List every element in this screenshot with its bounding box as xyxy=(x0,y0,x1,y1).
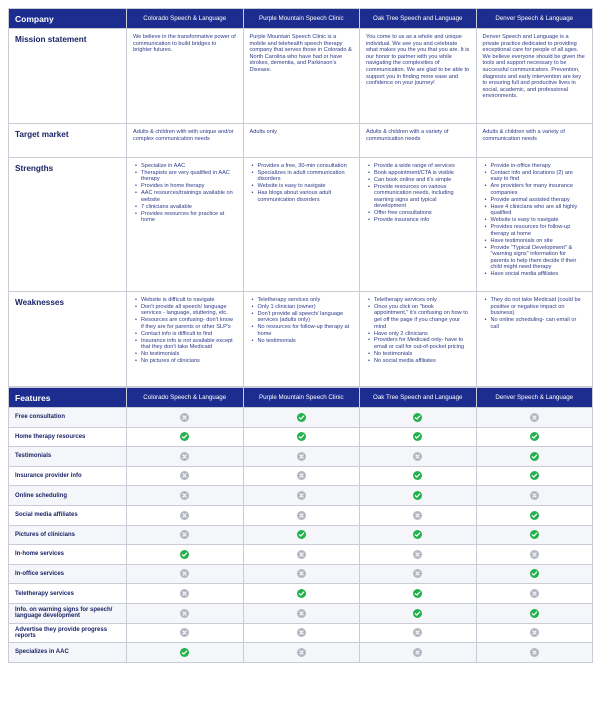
feature-mark-cell xyxy=(127,525,244,545)
feature-mark-cell xyxy=(127,545,244,565)
x-icon xyxy=(530,589,539,598)
x-icon xyxy=(413,648,422,657)
bullet-item: • Provide animal assisted therapy xyxy=(483,197,587,204)
bullet-item: • Specialize in AAC xyxy=(133,163,237,170)
x-icon xyxy=(413,550,422,559)
feature-mark-cell xyxy=(476,603,593,623)
weaknesses-cell xyxy=(360,292,477,387)
check-icon xyxy=(297,432,306,441)
strengths-cell xyxy=(476,158,593,292)
feature-row xyxy=(9,427,593,447)
company-header-denver: Denver Speech & Language xyxy=(476,9,593,29)
feature-label: In-home services xyxy=(9,545,127,565)
target-market-cell: Adults & children with a variety of communication needs xyxy=(360,124,477,158)
weaknesses-cell xyxy=(243,292,360,387)
strengths-list xyxy=(250,163,354,203)
bullet-item: • Once you click on "book appointment," it's confusing on how to get off the page if you change your mind xyxy=(366,304,470,330)
strengths-label: Strengths xyxy=(9,158,127,292)
bullet-item: • No social media affiliates xyxy=(366,358,470,365)
feature-mark-cell xyxy=(127,584,244,604)
feature-mark-cell xyxy=(360,603,477,623)
bullet-item: • Only 1 clinician (owner) xyxy=(250,304,354,311)
feature-mark-cell xyxy=(127,408,244,428)
feature-label: Info. on warning signs for speech/ language development xyxy=(9,603,127,623)
feature-mark-cell xyxy=(360,525,477,545)
check-icon xyxy=(180,648,189,657)
feature-mark-cell xyxy=(476,427,593,447)
check-icon xyxy=(530,471,539,480)
competitor-table xyxy=(8,8,593,387)
features-header-purple-mountain: Purple Mountain Speech Clinic xyxy=(243,388,360,408)
bullet-item: • Contact info is difficult to find xyxy=(133,331,237,338)
x-icon xyxy=(297,628,306,637)
bullet-item: • Provides resources for practice at home xyxy=(133,211,237,224)
target-market-cell: Adults only xyxy=(243,124,360,158)
feature-label: Free consultation xyxy=(9,408,127,428)
mission-cell: We believe in the transformative power of communication to build bridges to brighter futures. xyxy=(127,29,244,124)
bullet-item: • Therapists are very qualified in AAC therapy xyxy=(133,170,237,183)
bullet-item: • Insurance info is not available except that they don't take Medicaid xyxy=(133,338,237,351)
feature-mark-cell xyxy=(243,408,360,428)
bullet-item: • Are providers for many insurance companies xyxy=(483,183,587,196)
bullet-item: • No resources for follow-up therapy at home xyxy=(250,324,354,337)
x-icon xyxy=(530,648,539,657)
mission-cell: You come to us as a whole and unique individual. We see you and celebrate what makes you the you that you are. It is our honor to partner with you while navigating the complexities of communication. We are glad to be able to support you in finding more ease and confidence on your journey! xyxy=(360,29,477,124)
strengths-row xyxy=(9,158,593,292)
x-icon xyxy=(180,452,189,461)
feature-mark-cell xyxy=(243,603,360,623)
x-icon xyxy=(180,491,189,500)
bullet-item: • Have social media affiliates xyxy=(483,271,587,278)
company-header-purple-mountain: Purple Mountain Speech Clinic xyxy=(243,9,360,29)
bullet-item: • Offer free consultations xyxy=(366,210,470,217)
feature-mark-cell xyxy=(476,525,593,545)
feature-mark-cell xyxy=(127,427,244,447)
check-icon xyxy=(413,491,422,500)
feature-mark-cell xyxy=(243,623,360,643)
feature-row xyxy=(9,584,593,604)
bullet-item: • Provide a wide range of services xyxy=(366,163,470,170)
company-header-row xyxy=(9,9,593,29)
mission-cell: Purple Mountain Speech Clinic is a mobile and telehealth speech therapy company that serves those in Colorado & North Carolina who have had or have strokes, dementia, and Parkinson's Disease. xyxy=(243,29,360,124)
feature-mark-cell xyxy=(127,486,244,506)
company-header-label: Company xyxy=(9,9,127,29)
check-icon xyxy=(530,609,539,618)
feature-mark-cell xyxy=(476,545,593,565)
weaknesses-cell xyxy=(476,292,593,387)
bullet-item: • Provide resources on various communication needs, including warning signs and typical development xyxy=(366,184,470,210)
check-icon xyxy=(530,530,539,539)
feature-mark-cell xyxy=(127,643,244,663)
bullet-item: • Have 4 clinicians who are all highly qualified xyxy=(483,204,587,217)
bullet-item: • They do not take Medicaid (could be positive or negative impact on business) xyxy=(483,297,587,317)
features-header-label: Features xyxy=(9,388,127,408)
feature-mark-cell xyxy=(476,486,593,506)
x-icon xyxy=(413,452,422,461)
feature-mark-cell xyxy=(243,466,360,486)
feature-mark-cell xyxy=(127,623,244,643)
check-icon xyxy=(530,452,539,461)
check-icon xyxy=(530,432,539,441)
feature-mark-cell xyxy=(360,623,477,643)
features-header-row xyxy=(9,388,593,408)
company-header-colorado: Colorado Speech & Language xyxy=(127,9,244,29)
check-icon xyxy=(180,550,189,559)
weaknesses-label: Weaknesses xyxy=(9,292,127,387)
feature-row xyxy=(9,408,593,428)
x-icon xyxy=(180,511,189,520)
feature-row xyxy=(9,486,593,506)
feature-row xyxy=(9,505,593,525)
bullet-item: • Has blogs about various adult communication disorders xyxy=(250,190,354,203)
mission-label: Mission statement xyxy=(9,29,127,124)
comparison-document xyxy=(8,8,592,663)
feature-mark-cell xyxy=(476,643,593,663)
feature-mark-cell xyxy=(243,486,360,506)
feature-mark-cell xyxy=(476,505,593,525)
check-icon xyxy=(180,432,189,441)
bullet-item: • Teletherapy services only xyxy=(366,297,470,304)
bullet-item: • Have only 2 clinicians xyxy=(366,331,470,338)
x-icon xyxy=(297,511,306,520)
bullet-item: • Provide insurance info xyxy=(366,217,470,224)
features-table xyxy=(8,387,593,663)
bullet-item: • No pictures of clinicians xyxy=(133,358,237,365)
feature-mark-cell xyxy=(360,505,477,525)
mission-row xyxy=(9,29,593,124)
feature-mark-cell xyxy=(360,486,477,506)
x-icon xyxy=(530,628,539,637)
feature-mark-cell xyxy=(360,466,477,486)
feature-label: Online scheduling xyxy=(9,486,127,506)
bullet-item: • Provides in home therapy xyxy=(133,183,237,190)
x-icon xyxy=(297,569,306,578)
feature-mark-cell xyxy=(360,408,477,428)
target-market-cell: Adults & children with a variety of communication needs xyxy=(476,124,593,158)
bullet-item: • Website is easy to navigate xyxy=(483,217,587,224)
strengths-cell xyxy=(127,158,244,292)
bullet-item: • Provides resources for follow-up therapy at home xyxy=(483,224,587,237)
weaknesses-cell xyxy=(127,292,244,387)
bullet-item: • No testimonials xyxy=(366,351,470,358)
feature-label: Advertise they provide progress reports xyxy=(9,623,127,643)
feature-mark-cell xyxy=(476,466,593,486)
bullet-item: • Website is difficult to navigate xyxy=(133,297,237,304)
feature-mark-cell xyxy=(243,525,360,545)
feature-label: Teletherapy services xyxy=(9,584,127,604)
bullet-item: • No testimonials xyxy=(250,338,354,345)
check-icon xyxy=(413,609,422,618)
feature-mark-cell xyxy=(243,564,360,584)
feature-mark-cell xyxy=(360,564,477,584)
bullet-item: • 7 clinicians available xyxy=(133,204,237,211)
weaknesses-list xyxy=(133,297,237,365)
feature-label: Social media affiliates xyxy=(9,505,127,525)
bullet-item: • Providers for Medicaid only- have to email or call for out-of-pocket pricing xyxy=(366,337,470,350)
x-icon xyxy=(180,569,189,578)
feature-mark-cell xyxy=(243,643,360,663)
feature-mark-cell xyxy=(360,545,477,565)
check-icon xyxy=(413,413,422,422)
bullet-item: • Specializes in adult communication disorders xyxy=(250,170,354,183)
bullet-item: • Contact info and locations (2) are easy to find xyxy=(483,170,587,183)
bullet-item: • Can book online and it's simple xyxy=(366,177,470,184)
bullet-item: • Teletherapy services only xyxy=(250,297,354,304)
feature-mark-cell xyxy=(243,447,360,467)
feature-label: In-office services xyxy=(9,564,127,584)
feature-mark-cell xyxy=(476,623,593,643)
feature-label: Specializes in AAC xyxy=(9,643,127,663)
weaknesses-list xyxy=(483,297,587,330)
bullet-item: • Provide "Typical Development" & "warning signs" information for parents to help them decide if their child might need therapy xyxy=(483,245,587,271)
feature-mark-cell xyxy=(476,408,593,428)
x-icon xyxy=(180,589,189,598)
feature-mark-cell xyxy=(127,564,244,584)
feature-mark-cell xyxy=(127,505,244,525)
weaknesses-list xyxy=(250,297,354,344)
feature-label: Pictures of clinicians xyxy=(9,525,127,545)
x-icon xyxy=(180,628,189,637)
x-icon xyxy=(530,413,539,422)
x-icon xyxy=(297,452,306,461)
x-icon xyxy=(530,491,539,500)
feature-mark-cell xyxy=(476,584,593,604)
feature-mark-cell xyxy=(243,505,360,525)
feature-mark-cell xyxy=(243,545,360,565)
strengths-cell xyxy=(360,158,477,292)
feature-row xyxy=(9,623,593,643)
feature-row xyxy=(9,466,593,486)
feature-label: Testimonials xyxy=(9,447,127,467)
features-header-denver: Denver Speech & Language xyxy=(476,388,593,408)
feature-mark-cell xyxy=(476,447,593,467)
strengths-list xyxy=(366,163,470,224)
feature-row xyxy=(9,643,593,663)
x-icon xyxy=(297,609,306,618)
bullet-item: • Don't provide all speech/ language services - language, stuttering, etc. xyxy=(133,304,237,317)
company-header-oak-tree: Oak Tree Speech and Language xyxy=(360,9,477,29)
feature-row xyxy=(9,603,593,623)
bullet-item: • No online scheduling- can email or call xyxy=(483,317,587,330)
x-icon xyxy=(413,628,422,637)
check-icon xyxy=(413,530,422,539)
x-icon xyxy=(297,550,306,559)
mission-cell: Denver Speech and Language is a private practice dedicated to providing exceptional care for people of all ages. We believe everyone should be given the tools and support necessary to be successful communicators. Prevention, diagnosis and early intervention are key to ensuring full and productive lives in social, academic, and professional environments. xyxy=(476,29,593,124)
x-icon xyxy=(413,511,422,520)
feature-mark-cell xyxy=(360,584,477,604)
bullet-item: • Resources are confusing- don't know if they are for parents or other SLP's xyxy=(133,317,237,330)
bullet-item: • Website is easy to navigate xyxy=(250,183,354,190)
weaknesses-list xyxy=(366,297,470,364)
strengths-list xyxy=(133,163,237,224)
x-icon xyxy=(530,550,539,559)
feature-row xyxy=(9,447,593,467)
feature-row xyxy=(9,525,593,545)
x-icon xyxy=(180,413,189,422)
check-icon xyxy=(530,511,539,520)
feature-mark-cell xyxy=(360,427,477,447)
features-header-colorado: Colorado Speech & Language xyxy=(127,388,244,408)
features-header-oak-tree: Oak Tree Speech and Language xyxy=(360,388,477,408)
check-icon xyxy=(413,589,422,598)
feature-mark-cell xyxy=(476,564,593,584)
x-icon xyxy=(413,569,422,578)
strengths-list xyxy=(483,163,587,278)
feature-mark-cell xyxy=(360,643,477,663)
strengths-cell xyxy=(243,158,360,292)
check-icon xyxy=(297,413,306,422)
target-market-label: Target market xyxy=(9,124,127,158)
feature-mark-cell xyxy=(243,427,360,447)
weaknesses-row xyxy=(9,292,593,387)
feature-mark-cell xyxy=(360,447,477,467)
feature-label: Home therapy resources xyxy=(9,427,127,447)
check-icon xyxy=(530,569,539,578)
target-market-cell: Adults & children with with unique and/or complex communication needs xyxy=(127,124,244,158)
x-icon xyxy=(297,491,306,500)
check-icon xyxy=(297,530,306,539)
bullet-item: • Don't provide all speech/ language services (adults only) xyxy=(250,311,354,324)
x-icon xyxy=(180,530,189,539)
bullet-item: • No testimonials xyxy=(133,351,237,358)
features-body xyxy=(9,408,593,663)
feature-mark-cell xyxy=(127,603,244,623)
x-icon xyxy=(297,648,306,657)
feature-row xyxy=(9,564,593,584)
feature-label: Insurance provider info xyxy=(9,466,127,486)
target-market-row xyxy=(9,124,593,158)
feature-mark-cell xyxy=(243,584,360,604)
x-icon xyxy=(180,471,189,480)
bullet-item: • Provides a free, 30-min consultation xyxy=(250,163,354,170)
feature-mark-cell xyxy=(127,447,244,467)
feature-row xyxy=(9,545,593,565)
feature-mark-cell xyxy=(127,466,244,486)
check-icon xyxy=(413,471,422,480)
bullet-item: • Book appointment/CTA is visible xyxy=(366,170,470,177)
bullet-item: • Provide in-office therapy xyxy=(483,163,587,170)
x-icon xyxy=(180,609,189,618)
check-icon xyxy=(297,589,306,598)
x-icon xyxy=(297,471,306,480)
check-icon xyxy=(413,432,422,441)
bullet-item: • Have testimonials on site xyxy=(483,238,587,245)
bullet-item: • AAC resources/trainings available on website xyxy=(133,190,237,203)
